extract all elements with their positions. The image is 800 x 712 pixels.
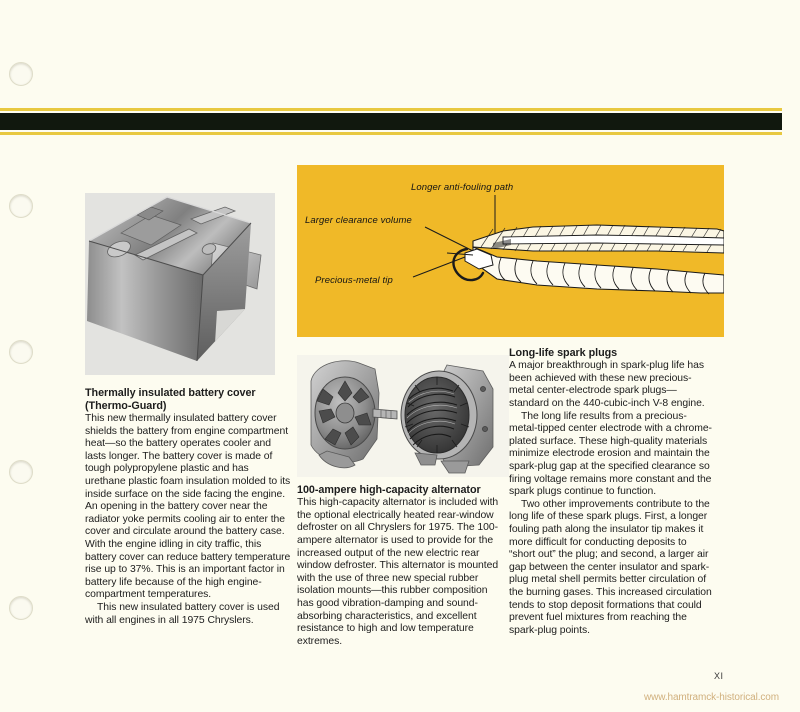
alternator-photo bbox=[297, 355, 509, 477]
column-battery-cover bbox=[85, 387, 291, 627]
column-1-heading-line-1: Thermally insulated battery cover bbox=[85, 387, 256, 399]
column-3-paragraph: The long life results from a precious-metal-tipped center electrode with a chrome-plated surface. These high-quality materials minimize electrode erosion and maintain the spark-plug gap at the specified clearance so firing voltage remains more constant and the spark plugs continue to function. bbox=[509, 410, 712, 498]
column-1-heading bbox=[85, 387, 291, 413]
binder-hole bbox=[9, 460, 33, 484]
column-2-paragraph: This high-capacity alternator is included with the optional electrically heated rear-window defroster on all Chryslers for 1975. The 100-ampere alternator is used to provide for the increased output of the new electric rear window defroster. This alternator is mounted with the use of three new special rubber isolation mounts—this rubber composition has good vibration-damping and sound-absorbing characteristics, and excellent resistance to high and low temperature extremes. bbox=[297, 497, 499, 647]
column-1-paragraph: This new thermally insulated battery cover shields the battery from engine compartment heat—so the battery operates cooler and lasts longer. The battery cover is made of tough polypropylene plastic and has urethane plastic foam insulation molded to its inside surface on the side facing the engine. An opening in the battery cover near the radiator yoke permits cooling air to enter the cover and circulate around the battery case. With the engine idling in city traffic, this battery cover can reduce battery temperature rise up to 37%. This is an important factor in battery life because of the high engine-compartment temperatures. bbox=[85, 413, 291, 601]
callout-longer-anti-fouling-path: Longer anti-fouling path bbox=[411, 182, 514, 193]
column-3-paragraph: A major breakthrough in spark-plug life has been achieved with these new precious-metal center-electrode spark plugs—standard on the 440-cubic-inch V-8 engine. bbox=[509, 360, 705, 410]
callout-precious-metal-tip: Precious-metal tip bbox=[315, 275, 393, 286]
column-2-heading: 100-ampere high-capacity alternator bbox=[297, 484, 481, 496]
watermark: www.hamtramck-historical.com bbox=[644, 692, 780, 703]
column-1-paragraph: This new insulated battery cover is used with all engines in all 1975 Chryslers. bbox=[85, 602, 280, 626]
top-yellow-rule bbox=[0, 108, 782, 111]
column-spark-plugs bbox=[509, 347, 715, 637]
battery-cover-photo bbox=[85, 193, 275, 375]
bottom-yellow-rule bbox=[0, 132, 782, 135]
header-black-band bbox=[0, 113, 782, 130]
column-3-heading: Long-life spark plugs bbox=[509, 347, 618, 359]
column-3-paragraph: Two other improvements contribute to the long life of these spark plugs. First, a longer fouling path along the insulator tip makes it more difficult for conducting deposits to “short out” the plug; and second, a larger air gap between the center insulator and spark-plug metal shell permits better circulation of the burning gases. This increased circulation tends to stop deposit formations that could prevent fuel mixtures from reaching the spark-plug points. bbox=[509, 498, 712, 636]
binder-hole bbox=[9, 194, 33, 218]
spark-plug-illustration-panel bbox=[297, 165, 724, 337]
binder-hole bbox=[9, 596, 33, 620]
column-1-heading-line-2: (Thermo-Guard) bbox=[85, 399, 167, 412]
page-number: XI bbox=[714, 671, 724, 681]
callout-larger-clearance-volume: Larger clearance volume bbox=[305, 215, 412, 226]
column-alternator bbox=[297, 484, 503, 648]
binder-hole bbox=[9, 62, 33, 86]
binder-hole bbox=[9, 340, 33, 364]
